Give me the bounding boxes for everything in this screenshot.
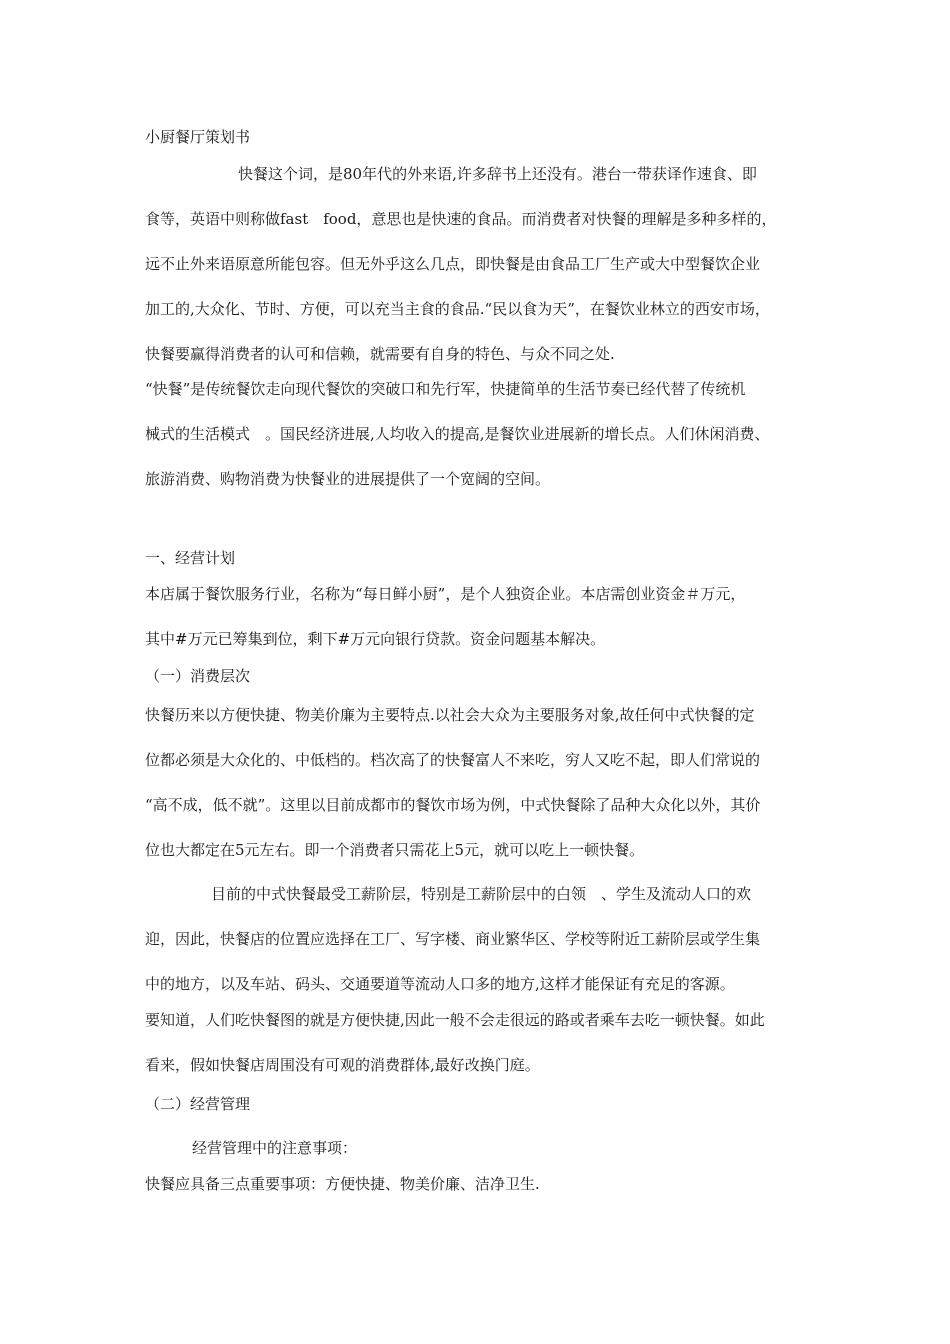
intro-line: 食等，英语中则称做fast food，意思也是快速的食品。而消费者对快餐的理解是多种多样的， [145,210,777,228]
intro-line: 械式的生活模式 。国民经济进展,人均收入的提高,是餐饮业进展新的增长点。人们休闲消费、 [145,425,770,443]
subsection-line: 快餐应具备三点重要事项：方便快捷、物美价廉、洁净卫生. [145,1175,540,1193]
subsection-line: 目前的中式快餐最受工薪阶层，特别是工薪阶层中的白领 、学生及流动人口的欢 [211,885,752,903]
intro-line: 加工的,大众化、节时、方便，可以充当主食的食品.“民以食为天”，在餐饮业林立的西安市场， [145,300,770,318]
subsection-heading: （二）经营管理 [145,1095,251,1113]
section-heading: 一、经营计划 [145,549,236,567]
subsection-line: “高不成，低不就”。这里以目前成都市的餐饮市场为例，中式快餐除了品种大众化以外，其价 [145,796,761,814]
subsection-line: 位都必须是大众化的、中低档的。档次高了的快餐富人不来吃，穷人又吃不起，即人们常说的 [145,751,761,769]
subsection-line: 位也大都定在5元左右。即一个消费者只需花上5元，就可以吃上一顿快餐。 [145,841,645,859]
subsection-line: 要知道，人们吃快餐图的就是方便快捷,因此一般不会走很远的路或者乘车去吃一顿快餐。如此 [145,1011,765,1029]
intro-line: 快餐要赢得消费者的认可和信赖，就需要有自身的特色、与众不同之处. [145,345,615,363]
subsection-line: 迎，因此，快餐店的位置应选择在工厂、写字楼、商业繁华区、学校等附近工薪阶层或学生集 [145,930,761,948]
intro-line: 快餐这个词，是80年代的外来语,许多辞书上还没有。港台一带获译作速食、即 [238,165,757,183]
subsection-line: 经营管理中的注意事项： [192,1139,358,1157]
intro-line: 远不止外来语原意所能包容。但无外乎这么几点，即快餐是由食品工厂生产或大中型餐饮企业 [145,255,761,273]
subsection-line: 看来，假如快餐店周围没有可观的消费群体,最好改换门庭。 [145,1056,540,1074]
document-title: 小厨餐厅策划书 [145,128,251,146]
intro-line: 旅游消费、购物消费为快餐业的进展提供了一个宽阔的空间。 [145,470,551,488]
subsection-heading: （一）消费层次 [145,667,251,685]
section-line: 本店属于餐饮服务行业，名称为“每日鲜小厨”，是个人独资企业。本店需创业资金＃万元， [145,585,746,603]
subsection-line: 快餐历来以方便快捷、物美价廉为主要特点.以社会大众为主要服务对象,故任何中式快餐的定 [145,706,755,724]
section-line: 其中#万元已筹集到位，剩下#万元向银行贷款。资金问题基本解决。 [145,630,606,648]
subsection-line: 中的地方，以及车站、码头、交通要道等流动人口多的地方,这样才能保证有充足的客源。 [145,975,735,993]
intro-line: “快餐”是传统餐饮走向现代餐饮的突破口和先行军，快捷简单的生活节奏已经代替了传统机 [145,380,746,398]
